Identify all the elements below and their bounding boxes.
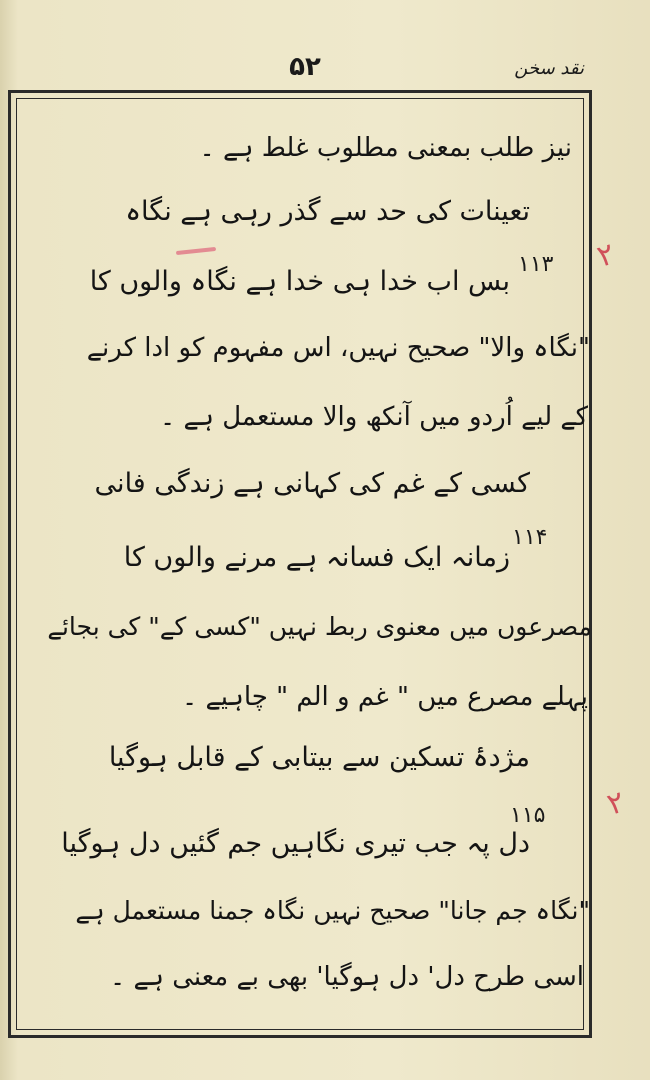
verse-line-115a: مژدۂ تسکین سے بیتابی کے قابل ہوگیا	[108, 742, 530, 773]
commentary-line-3: مصرعوں میں معنوی ربط نہیں "کسی کے" کی بجائے	[47, 612, 592, 641]
verse-line-115b: دل پہ جب تیری نگاہیں جم گئیں دل ہوگیا	[61, 828, 530, 859]
red-margin-mark-1: ۲	[592, 236, 620, 275]
page-number: ۵۲	[289, 52, 321, 82]
red-margin-mark-2: ۲	[602, 784, 630, 823]
commentary-line-1: "نگاہ والا" صحیح نہیں، اس مفہوم کو ادا کرنے	[86, 333, 590, 363]
verse-line-114a: کسی کے غم کی کہانی ہے زندگی فانی	[94, 468, 530, 499]
commentary-line-2: کے لیے اُردو میں آنکھ والا مستعمل ہے ۔	[160, 402, 588, 432]
verse-line-113b: بس اب خدا ہی خدا ہے نگاہ والوں کا	[89, 266, 510, 297]
verse-line-114b: زمانہ ایک فسانہ ہے مرنے والوں کا	[123, 542, 510, 573]
verse-line-113a: تعینات کی حد سے گذر رہی ہے نگاہ	[125, 196, 530, 227]
commentary-line-4: پہلے مصرع میں " غم و الم " چاہیے ۔	[182, 682, 588, 712]
text-line-1: نیز طلب بمعنی مطلوب غلط ہے ۔	[199, 133, 572, 163]
verse-number-115: ۱۱۵	[510, 803, 546, 828]
commentary-line-6: اسی طرح دل' دل ہوگیا' بھی بے معنی ہے ۔	[110, 962, 584, 992]
running-head: نقد سخن	[514, 58, 584, 79]
commentary-line-5: "نگاہ جم جانا" صحیح نہیں نگاہ جمنا مستعمل ہے	[75, 896, 590, 925]
verse-number-114: ۱۱۴	[512, 525, 548, 550]
verse-number-113: ۱۱۳	[518, 252, 554, 277]
